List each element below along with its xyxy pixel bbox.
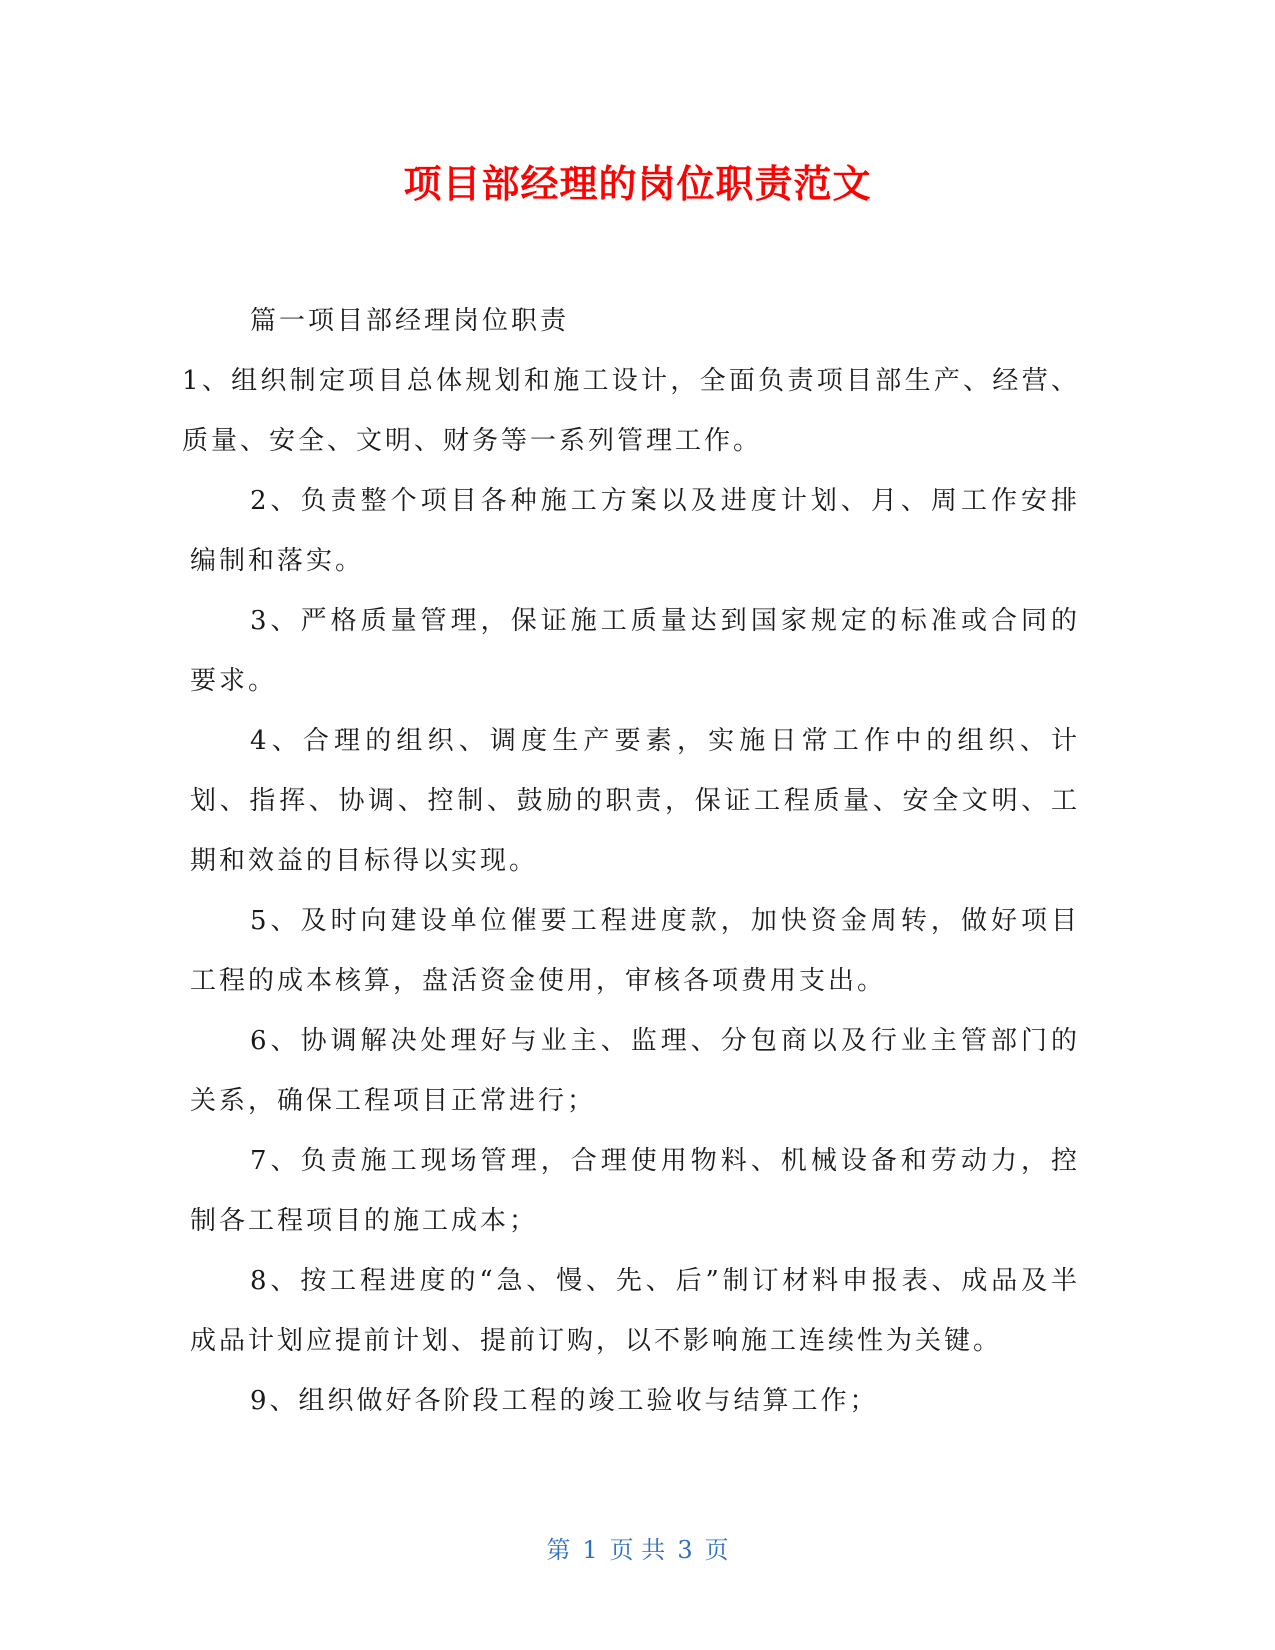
page-footer (0, 1535, 1275, 1565)
document-title: 项目部经理的岗位职责范文 (403, 162, 872, 206)
footer-suffix: 页 (704, 1536, 729, 1564)
paragraph-7: 7、负责施工现场管理，合理使用物料、机械设备和劳动力，控制各工程项目的施工成本； (190, 1146, 1080, 1236)
footer-page-current: 1 (582, 1536, 598, 1564)
section-heading: 篇一项目部经理岗位职责 (250, 306, 570, 336)
paragraph-4: 4、合理的组织、调度生产要素，实施日常工作中的组织、计划、指挥、协调、控制、鼓励的职责，保证工程质量、安全文明、工期和效益的目标得以实现。 (190, 726, 1080, 876)
paragraph-6: 6、协调解决处理好与业主、监理、分包商以及行业主管部门的关系，确保工程项目正常进行； (190, 1026, 1080, 1116)
paragraph-1: 1、组织制定项目总体规划和施工设计，全面负责项目部生产、经营、质量、安全、文明、财务等一系列管理工作。 (182, 366, 1080, 456)
document-body (182, 291, 1080, 1431)
footer-prefix: 第 (546, 1536, 571, 1564)
paragraph-8: 8、按工程进度的“急、慢、先、后”制订材料申报表、成品及半成品计划应提前计划、提前订购，以不影响施工连续性为关键。 (190, 1266, 1080, 1356)
paragraph-3: 3、严格质量管理，保证施工质量达到国家规定的标准或合同的要求。 (190, 606, 1080, 696)
footer-page-total: 3 (677, 1536, 693, 1564)
paragraph-9: 9、组织做好各阶段工程的竣工验收与结算工作； (250, 1386, 879, 1416)
footer-mid: 页 共 (609, 1536, 666, 1564)
paragraph-2: 2、负责整个项目各种施工方案以及进度计划、月、周工作安排编制和落实。 (190, 486, 1080, 576)
paragraph-5: 5、及时向建设单位催要工程进度款，加快资金周转，做好项目工程的成本核算，盘活资金使用，审核各项费用支出。 (190, 906, 1080, 996)
